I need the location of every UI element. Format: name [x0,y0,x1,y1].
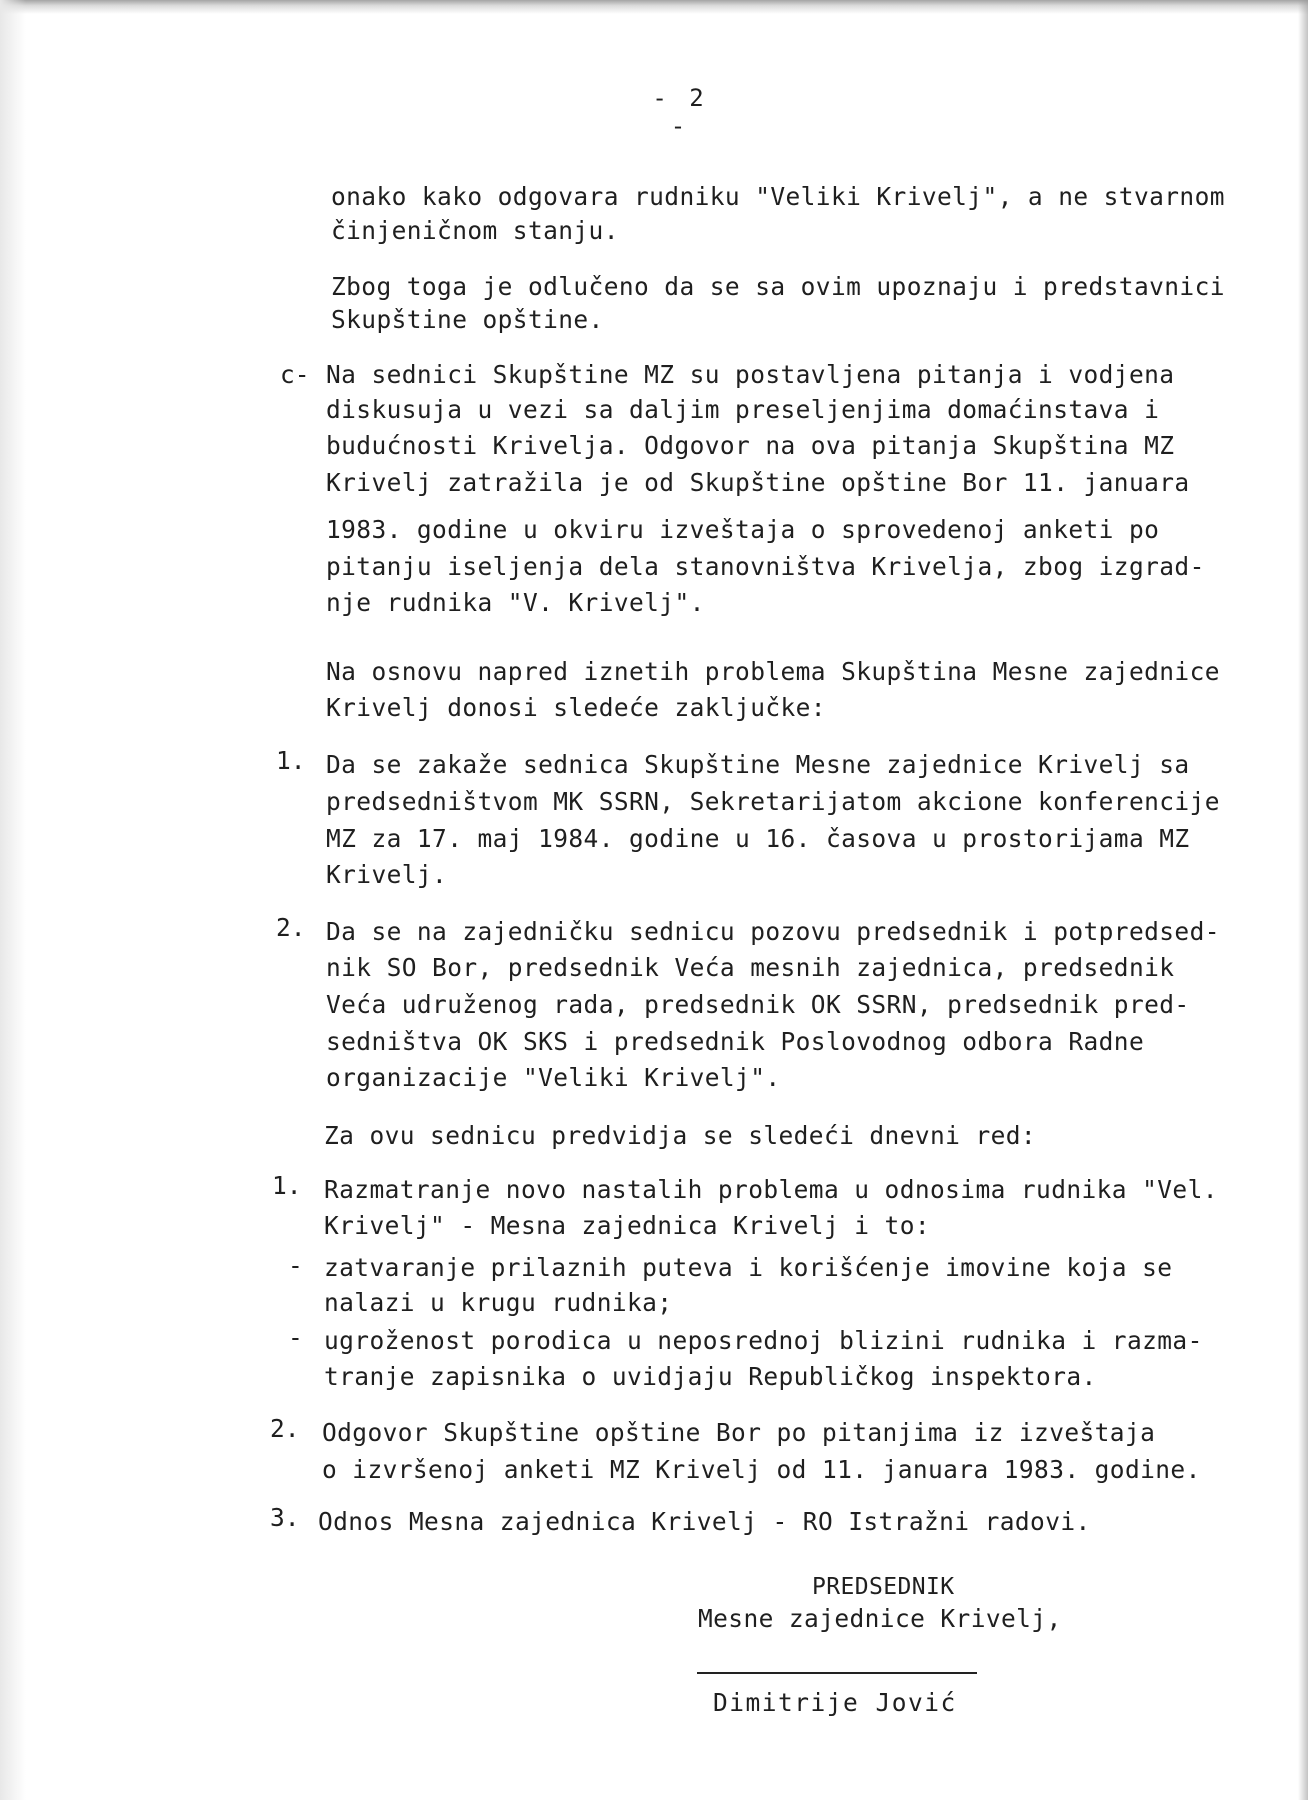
agenda-2-line: o izvršenoj anketi MZ Krivelj od 11. januara 1983. godine. [322,1455,1201,1484]
signature-name: Dimitrije Jović [713,1688,957,1717]
agenda-dash-line: tranje zapisnika o uvidjaju Republičkog inspektora. [324,1362,1097,1391]
agenda-dash-line: zatvaranje prilaznih puteva i korišćenje imovine koja se [324,1253,1173,1282]
agenda-dash-line: nalazi u krugu rudnika; [324,1288,673,1317]
conclusion-2-line: organizacije "Veliki Krivelj". [326,1063,781,1092]
agenda-3-line: Odnos Mesna zajednica Krivelj - RO Istražni radovi. [318,1507,1091,1536]
item-c-line: nje rudnika "V. Krivelj". [326,588,705,617]
agenda-dash-line: ugroženost porodica u neposrednoj blizini rudnika i razma- [324,1326,1203,1355]
scan-edge-right [1298,0,1308,1800]
conclusion-2-line: Da se na zajedničku sednicu pozovu predsednik i potpredsed- [326,917,1220,946]
item-c-line: budućnosti Krivelja. Odgovor na ova pitanja Skupština MZ [326,431,1175,460]
conclusion-2-marker: 2. [276,913,306,942]
paragraph-line: onako kako odgovara rudniku "Veliki Krivelj", a ne stvarnom [331,182,1225,211]
conclusion-1-line: MZ za 17. maj 1984. godine u 16. časova u prostorijama MZ [326,824,1190,853]
page-number: - 2 - [652,84,708,140]
agenda-2-marker: 2. [270,1414,300,1443]
signature-org: Mesne zajednice Krivelj, [698,1604,1062,1633]
conclusion-1-line: Da se zakaže sednica Skupštine Mesne zajednice Krivelj sa [326,750,1190,779]
scan-edge-top [0,0,1308,14]
item-c-line: Krivelj zatražila je od Skupštine opštine Bor 11. januara [326,468,1190,497]
paragraph-line: Na osnovu napred iznetih problema Skupština Mesne zajednice [326,657,1220,686]
item-c-marker: c- [280,360,310,389]
item-c-line: diskusuja u vezi sa daljim preseljenjima domaćinstava i [326,395,1160,424]
conclusion-1-line: predsedništvom MK SSRN, Sekretarijatom akcione konferencije [326,787,1220,816]
paragraph-line: činjeničnom stanju. [331,216,619,245]
conclusion-1-line: Krivelj. [326,860,448,889]
dash-marker: - [288,1251,303,1280]
dash-marker: - [288,1323,303,1352]
paragraph-line: Skupštine opštine. [331,305,604,334]
conclusion-2-line: sedništva OK SKS i predsednik Poslovodnog odbora Radne [326,1027,1145,1056]
item-c-line: 1983. godine u okviru izveštaja o sprovedenoj anketi po [326,515,1160,544]
agenda-1-line: Krivelj" - Mesna zajednica Krivelj i to: [324,1211,931,1240]
agenda-2-line: Odgovor Skupštine opštine Bor po pitanjima iz izveštaja [322,1418,1156,1447]
signature-title: PREDSEDNIK [812,1574,955,1600]
paragraph-line: Zbog toga je odlučeno da se sa ovim upoznaju i predstavnici [331,272,1225,301]
agenda-1-marker: 1. [272,1171,302,1200]
paragraph-line: Krivelj donosi sledeće zaključke: [326,693,826,722]
signature-line [697,1672,977,1674]
agenda-intro: Za ovu sednicu predvidja se sledeći dnevni red: [324,1121,1037,1150]
conclusion-2-line: Veća udruženog rada, predsednik OK SSRN, predsednik pred- [326,990,1190,1019]
conclusion-2-line: nik SO Bor, predsednik Veća mesnih zajednica, predsednik [326,953,1175,982]
agenda-1-line: Razmatranje novo nastalih problema u odnosima rudnika "Vel. [324,1175,1218,1204]
item-c-line: Na sednici Skupštine MZ su postavljena pitanja i vodjena [326,360,1175,389]
item-c-line: pitanju iseljenja dela stanovništva Krivelja, zbog izgrad- [326,552,1205,581]
scan-edge-left [0,0,26,1800]
conclusion-1-marker: 1. [276,746,306,775]
agenda-3-marker: 3. [270,1503,300,1532]
